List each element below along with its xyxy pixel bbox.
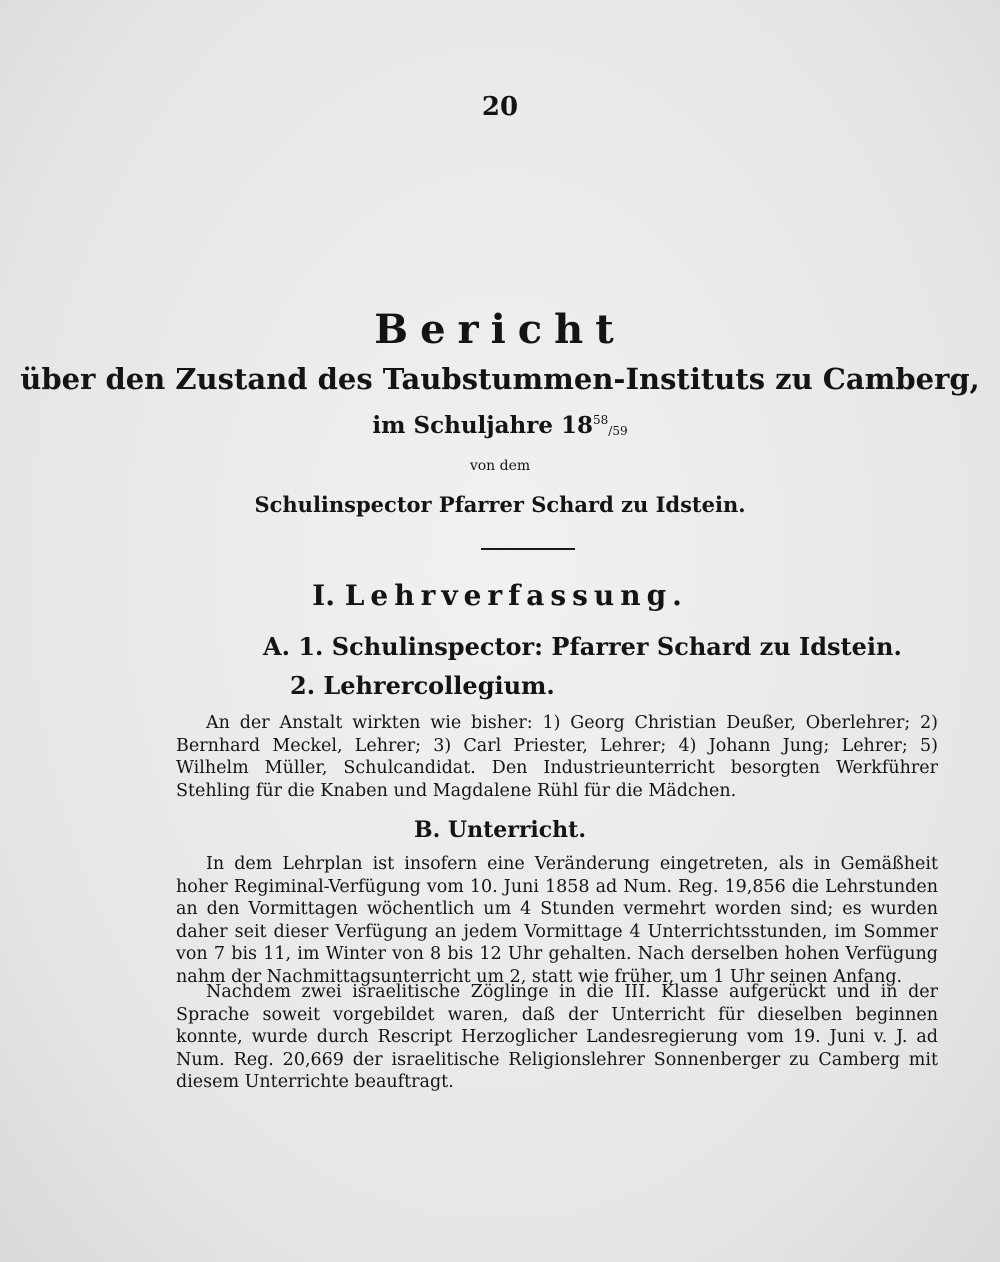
paragraph-teachers-text: An der Anstalt wirkten wie bisher: 1) Georg Christian Deußer, Oberlehrer; 2) Bernhard Meckel, Lehrer; 3) Carl Priester, Lehrer; 4) Johann Jung; Lehrer; 5) Wilhelm Müller, Schulcandidat. Den Industrieunterricht besorgten Werkführer Stehling für die Knaben und Magdalene Rühl für die Mädchen. bbox=[176, 713, 938, 801]
von-dem-line: von dem bbox=[469, 458, 531, 474]
report-title: Bericht bbox=[374, 306, 626, 353]
divider-rule bbox=[481, 548, 575, 550]
subsection-a-1: A. 1. Schulinspector: Pfarrer Schard zu Idstein. bbox=[263, 632, 902, 661]
page-number: 20 bbox=[481, 92, 519, 122]
author-line: Schulinspector Pfarrer Schard zu Idstein. bbox=[254, 492, 746, 517]
section-title: Lehrverfassung. bbox=[344, 579, 688, 612]
school-year-line bbox=[0, 412, 1000, 439]
report-subtitle: über den Zustand des Taubstummen-Instituts zu Camberg, bbox=[20, 362, 980, 396]
section-numeral: I. bbox=[312, 579, 335, 612]
paragraph-curriculum-text: In dem Lehrplan ist insofern eine Veränderung eingetreten, als in Gemäßheit hoher Regiminal-Verfügung vom 10. Juni 1858 ad Num. Reg. 19,856 die Lehrstunden an den Vormittagen wöchentlich um 4 Stunden vermehrt worden sind; es wurden daher seit dieser Verfügung an jedem Vormittage 4 Unterrichtsstunden, im Sommer von 7 bis 11, im Winter von 8 bis 12 Uhr gehalten. Nach derselben hohen Verfügung nahm der Nachmittagsunterricht um 2, statt wie früher, um 1 Uhr seinen Anfang. bbox=[176, 854, 938, 987]
school-year-prefix: im Schuljahre 18 bbox=[372, 412, 593, 439]
school-year-subscript: /59 bbox=[608, 424, 628, 438]
paragraph-teachers bbox=[176, 712, 938, 802]
section-heading bbox=[0, 579, 1000, 612]
paragraph-religion-text: Nachdem zwei israelitische Zöglinge in die III. Klasse aufgerückt und in der Sprache soweit vorgebildet waren, daß der Unterricht für dieselben beginnen konnte, wurde durch Rescript Herzoglicher Landesregierung vom 19. Juni v. J. ad Num. Reg. 20,669 der israelitische Religionslehrer Sonnenberger zu Camberg mit diesem Unterrichte beauftragt. bbox=[176, 982, 938, 1093]
paragraph-religion bbox=[176, 981, 938, 1094]
subsection-b: B. Unterricht. bbox=[413, 817, 586, 843]
paragraph-curriculum bbox=[176, 853, 938, 989]
subsection-2: 2. Lehrercollegium. bbox=[290, 671, 555, 700]
school-year-superscript: 58 bbox=[593, 413, 609, 427]
